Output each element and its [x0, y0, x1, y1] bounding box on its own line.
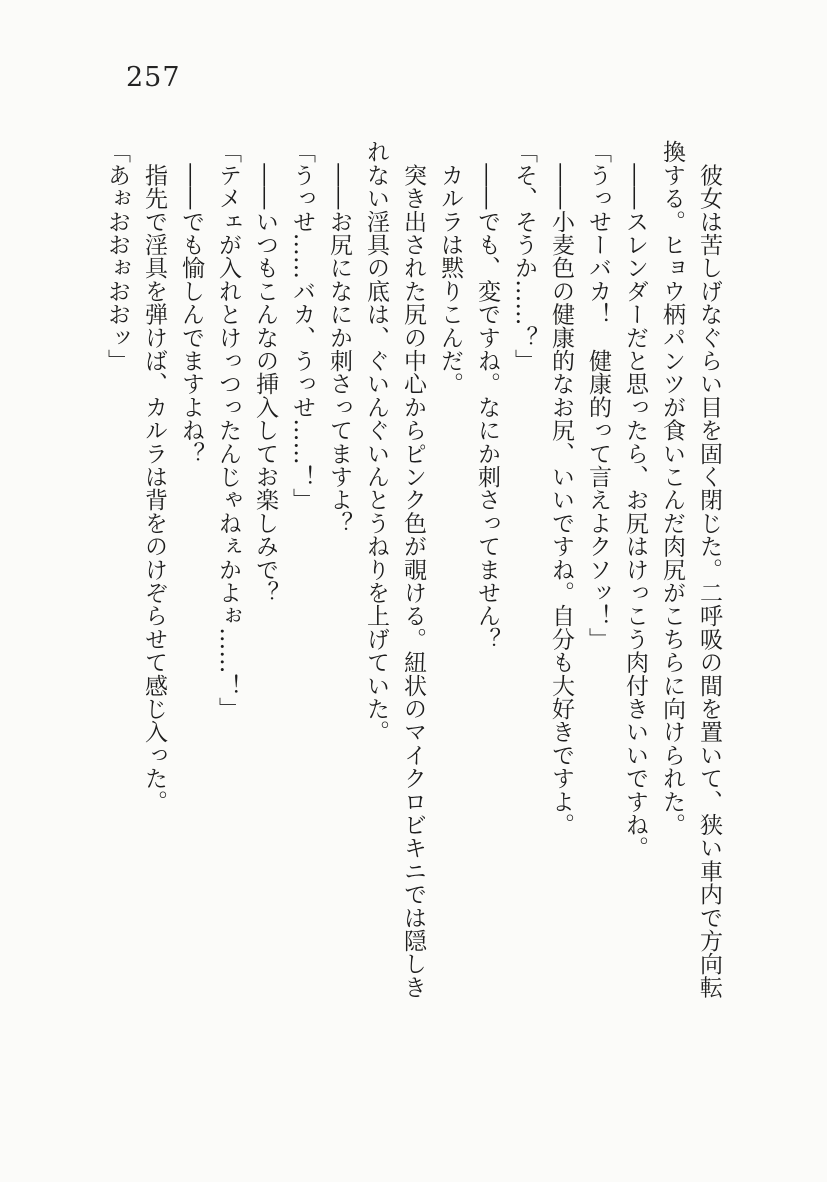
paragraph: ――でも愉しんでますよね？ — [178, 140, 204, 465]
paragraph: ――お尻になにか刺さってますよ？ — [326, 140, 352, 535]
paragraph: 突き出された尻の中心からピンク色が覗ける。紐状のマイクロビキニでは隠しきれない淫具の底は、ぐいんぐいんとうねりを上げていた。 — [363, 140, 426, 999]
paragraph: 彼女は苦しげなぐらい目を固く閉じた。二呼吸の間を置いて、狭い車内で方向転換する。ヒョウ柄パンツが食いこんだ肉尻がこちらに向けられた。 — [659, 140, 722, 999]
page-number: 257 — [126, 62, 181, 93]
paragraph: 「うっせーバカ！ 健康的って言えよクソッ！」 — [585, 140, 611, 651]
paragraph: 「あぉおおぉおおッ」 — [104, 140, 130, 372]
paragraph: 「テメェが入れとけっつったんじゃねぇかよぉ……！」 — [215, 140, 241, 720]
paragraph: ――いつもこんなの挿入してお楽しみで？ — [252, 140, 278, 604]
paragraph: カルラは黙りこんだ。 — [437, 140, 463, 396]
body-text — [98, 140, 727, 1016]
paragraph: 「うっせ……バカ、うっせ……！」 — [289, 140, 315, 512]
paragraph: 指先で淫具を弾けば、カルラは背をのけぞらせて感じ入った。 — [141, 140, 167, 813]
paragraph: 「そ、そうか……？」 — [511, 140, 537, 372]
paragraph: ――小麦色の健康的なお尻、いいですね。自分も大好きですよ。 — [548, 140, 574, 836]
paragraph: ――でも、変ですね。なにか刺さってません？ — [474, 140, 500, 651]
paragraph: ――スレンダーだと思ったら、お尻はけっこう肉付きいいですね。 — [622, 140, 648, 860]
